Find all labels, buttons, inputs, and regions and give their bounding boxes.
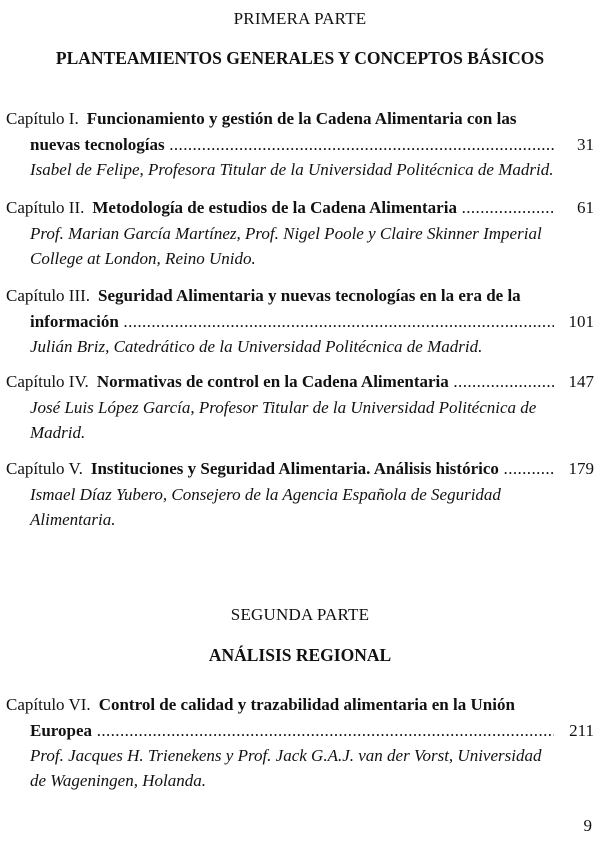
leader-dots bbox=[457, 198, 554, 217]
page-number: 61 bbox=[577, 198, 594, 217]
page-number: 147 bbox=[568, 372, 594, 391]
chapter-title-cont: nuevas tecnologías bbox=[30, 135, 165, 154]
part2-title: ANÁLISIS REGIONAL bbox=[208, 645, 392, 665]
part2-label: SEGUNDA PARTE bbox=[230, 605, 370, 624]
leader-dots bbox=[119, 312, 554, 331]
page-number: 179 bbox=[568, 459, 594, 478]
leader-dots bbox=[499, 459, 554, 478]
leader-dots bbox=[165, 135, 554, 154]
chapter-title: Normativas de control en la Cadena Alimentaria bbox=[96, 372, 449, 391]
part1-title: PLANTEAMIENTOS GENERALES Y CONCEPTOS BÁSICOS bbox=[55, 48, 545, 68]
chapter-title-cont: información bbox=[30, 312, 119, 331]
leader-dots bbox=[92, 721, 554, 740]
chapter-number: Capítulo III. bbox=[6, 286, 91, 305]
page-number: 31 bbox=[577, 135, 594, 154]
leader-dots bbox=[449, 372, 554, 391]
chapter-title: Instituciones y Seguridad Alimentaria. Análisis histórico bbox=[90, 459, 499, 478]
chapter-title: Control de calidad y trazabilidad alimentaria en la Unión bbox=[98, 695, 515, 714]
page-folio: 9 bbox=[583, 816, 592, 835]
chapter-author: José Luis López García, Profesor Titular de la Universidad Politécnica de bbox=[30, 398, 537, 417]
chapter-title: Funcionamiento y gestión de la Cadena Alimentaria con las bbox=[86, 109, 517, 128]
chapter-author: Julián Briz, Catedrático de la Universidad Politécnica de Madrid. bbox=[30, 337, 483, 356]
chapter-author: Prof. Marian García Martínez, Prof. Nigel Poole y Claire Skinner Imperial bbox=[30, 224, 542, 243]
chapter-author: Prof. Jacques H. Trienekens y Prof. Jack G.A.J. van der Vorst, Universidad bbox=[30, 746, 542, 765]
page-number: 101 bbox=[568, 312, 594, 331]
chapter-author: Ismael Díaz Yubero, Consejero de la Agencia Española de Seguridad bbox=[30, 485, 501, 504]
chapter-title-cont: Europea bbox=[30, 721, 93, 740]
chapter-title: Seguridad Alimentaria y nuevas tecnologías en la era de la bbox=[98, 286, 521, 305]
chapter-number: Capítulo I. bbox=[6, 109, 79, 128]
chapter-author: Isabel de Felipe, Profesora Titular de la Universidad Politécnica de Madrid. bbox=[30, 160, 554, 179]
chapter-author-cont: de Wageningen, Holanda. bbox=[30, 771, 206, 790]
chapter-number: Capítulo VI. bbox=[6, 695, 91, 714]
chapter-author-cont: College at London, Reino Unido. bbox=[30, 249, 256, 268]
page-number: 211 bbox=[569, 721, 594, 740]
chapter-title: Metodología de estudios de la Cadena Alimentaria bbox=[92, 198, 457, 217]
chapter-number: Capítulo II. bbox=[6, 198, 85, 217]
chapter-number: Capítulo IV. bbox=[6, 372, 89, 391]
part1-label: PRIMERA PARTE bbox=[233, 9, 367, 28]
chapter-number: Capítulo V. bbox=[6, 459, 83, 478]
chapter-author-cont: Alimentaria. bbox=[30, 510, 116, 529]
chapter-author-cont: Madrid. bbox=[30, 423, 86, 442]
